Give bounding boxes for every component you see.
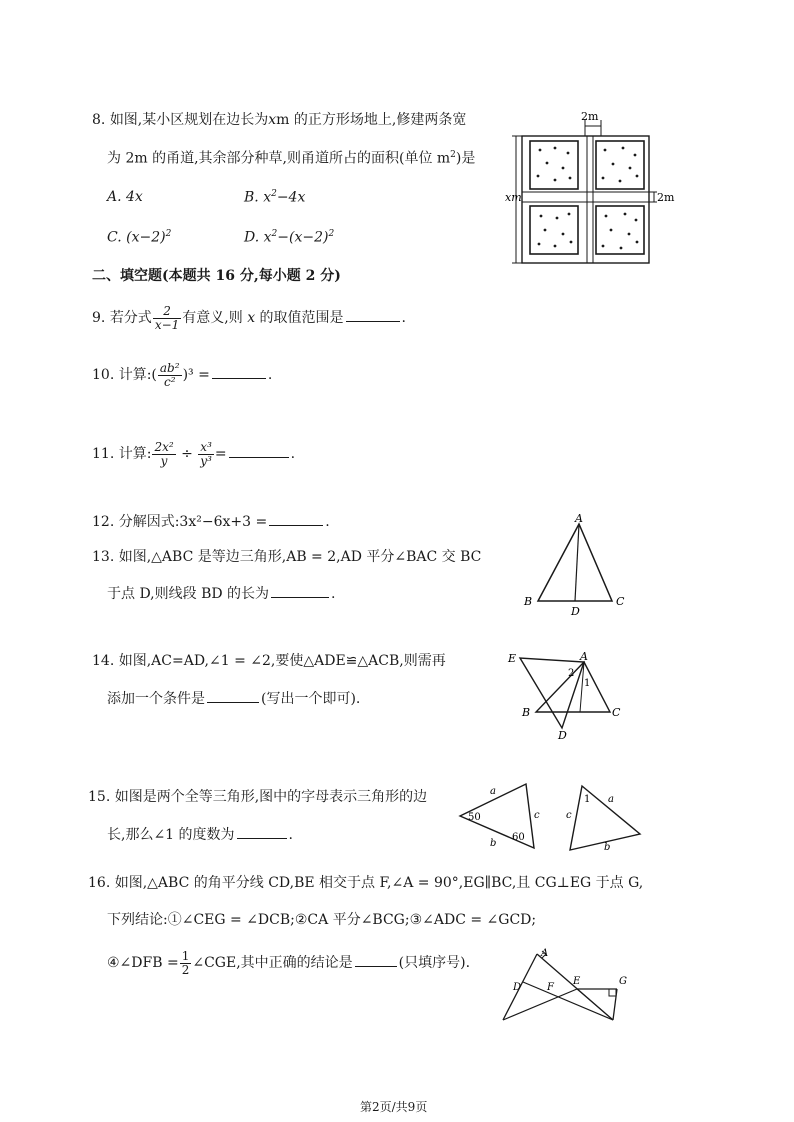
svg-text:G: G xyxy=(619,976,627,987)
q10-answer-blank[interactable] xyxy=(212,378,266,379)
q8-option-d: D. $x^2-(x-2)^2$ xyxy=(244,229,335,246)
q9-answer-blank[interactable] xyxy=(346,321,400,322)
svg-text:A: A xyxy=(541,948,549,959)
q16-fraction: $\frac{1}{2}$ xyxy=(181,949,190,977)
q8-figure xyxy=(505,108,675,270)
q9-fraction: $\frac{2}{x-1}$ xyxy=(154,304,180,332)
svg-text:D: D xyxy=(513,982,522,993)
svg-text:D: D xyxy=(558,729,567,740)
q10: 10. 计算:( $\frac{\text{ab²}}{\text{c²}}$ )³ = . xyxy=(92,361,273,389)
q8-line1: 8. 如图,某小区规划在边长为xm 的正方形场地上,修建两条宽 xyxy=(92,112,467,128)
svg-text:c: c xyxy=(566,810,572,821)
svg-text:D: D xyxy=(571,605,580,617)
svg-text:60: 60 xyxy=(512,832,525,843)
q14-line2: 添加一个条件是 (写出一个即可). xyxy=(107,691,361,707)
q13-line2: 于点 D,则线段 BD 的长为 . xyxy=(107,586,336,602)
q15-figure xyxy=(452,772,652,860)
svg-text:b: b xyxy=(604,842,611,853)
q16-line1: 16. 如图,△ABC 的角平分线 CD,BE 相交于点 F,∠A = 90°,EG∥BC,且 CG⊥EG 于点 G, xyxy=(88,875,644,891)
q11-fraction-1: $\frac{\text{2x²}}{y}$ xyxy=(154,440,174,468)
q11-fraction-2: $\frac{\text{x³}}{\text{y³}}$ xyxy=(200,440,212,468)
svg-text:a: a xyxy=(608,794,614,805)
svg-text:2: 2 xyxy=(568,668,575,679)
q12-answer-blank[interactable] xyxy=(269,525,323,526)
section-title: 二、填空题(本题共 16 分,每小题 2 分) xyxy=(92,268,341,284)
q8-label-right: 2m xyxy=(657,191,675,204)
svg-text:1: 1 xyxy=(584,794,591,805)
q12: 12. 分解因式:3x²−6x+3 = . xyxy=(92,514,330,530)
svg-text:A: A xyxy=(580,650,588,663)
q13-line1: 13. 如图,△ABC 是等边三角形,AB = 2,AD 平分∠BAC 交 BC xyxy=(92,549,482,565)
svg-text:a: a xyxy=(490,786,496,797)
q8-label-top: 2m xyxy=(581,110,599,123)
q11: 11. 计算: $\frac{\text{2x²}}{y}$ ÷ $\frac{\text{x³}}{\text{y³}}$ = . xyxy=(92,440,296,468)
svg-text:C: C xyxy=(616,595,625,608)
q15-line1: 15. 如图是两个全等三角形,图中的字母表示三角形的边 xyxy=(88,789,428,805)
svg-text:A: A xyxy=(575,512,583,525)
svg-text:b: b xyxy=(490,838,497,849)
svg-text:F: F xyxy=(547,982,554,993)
q13-figure xyxy=(520,512,630,617)
svg-text:50: 50 xyxy=(468,812,481,823)
svg-text:c: c xyxy=(534,810,540,821)
q8-option-b: B. $x^2-4x$ xyxy=(244,189,306,206)
q14-figure xyxy=(500,648,640,740)
q15-answer-blank[interactable] xyxy=(237,838,287,839)
svg-text:C: C xyxy=(612,706,621,719)
q15-line2: 长,那么∠1 的度数为 . xyxy=(107,827,293,843)
q10-fraction: $\frac{\text{ab²}}{\text{c²}}$ xyxy=(159,361,180,389)
q8-option-a: A. 4x xyxy=(107,189,143,205)
page-footer: 第2页/共9页 xyxy=(360,1100,428,1114)
q13-answer-blank[interactable] xyxy=(271,597,329,598)
q8-label-left: xm xyxy=(505,191,522,204)
q8-line2: 为 2m 的甬道,其余部分种草,则甬道所占的面积(单位 $m^2$)是 xyxy=(107,150,476,167)
q8-number: 8. xyxy=(92,112,106,128)
q16-line3: ④∠DFB = $\frac{1}{2}$ ∠CGE,其中正确的结论是 (只填序号). xyxy=(107,949,471,977)
q8-option-c: C. $(x-2)^2$ xyxy=(107,229,172,246)
q16-figure xyxy=(495,944,635,1022)
q11-answer-blank[interactable] xyxy=(229,457,289,458)
q14-answer-blank[interactable] xyxy=(207,702,259,703)
svg-text:B: B xyxy=(524,595,533,608)
q16-line2: 下列结论:①∠CEG = ∠DCB;②CA 平分∠BCG;③∠ADC = ∠GCD; xyxy=(107,912,537,928)
q14-line1: 14. 如图,AC=AD,∠1 = ∠2,要使△ADE≌△ACB,则需再 xyxy=(92,653,446,669)
svg-text:E: E xyxy=(508,652,517,665)
svg-text:B: B xyxy=(522,706,531,719)
svg-text:1: 1 xyxy=(584,678,591,689)
q16-answer-blank[interactable] xyxy=(355,966,397,967)
q9: 9. 若分式 $\frac{2}{x-1}$ 有意义,则 x 的取值范围是 . xyxy=(92,304,406,332)
svg-text:E: E xyxy=(573,976,581,987)
